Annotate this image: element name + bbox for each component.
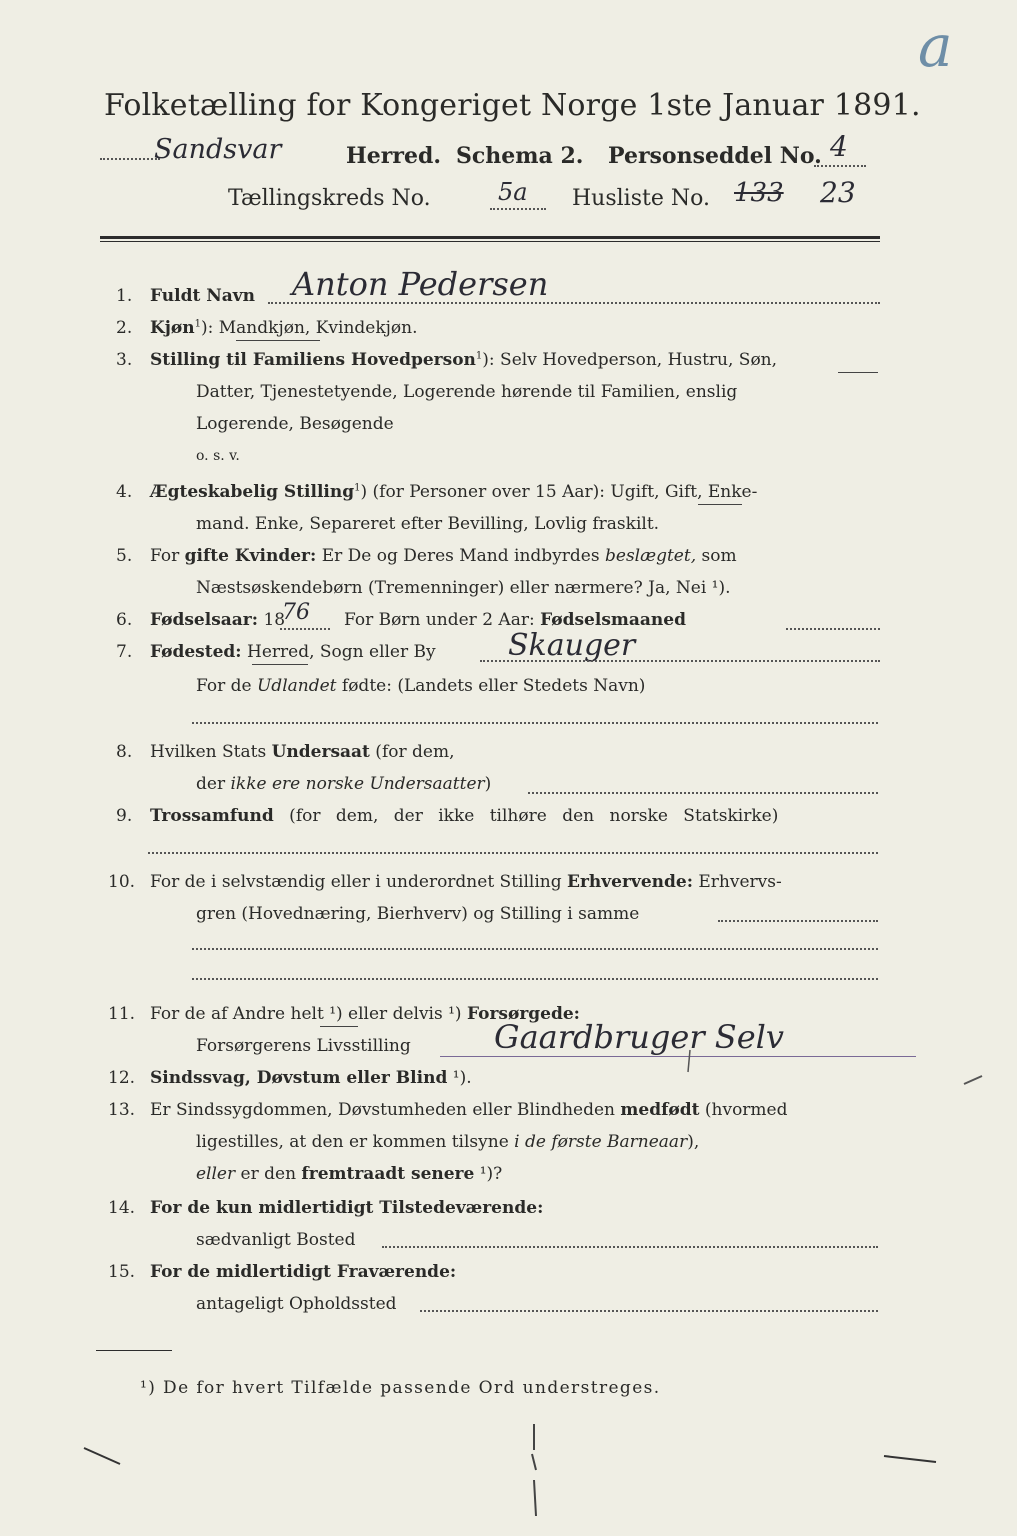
q13-line3-bold: fremtraadt senere — [301, 1164, 475, 1184]
q9-line — [150, 806, 778, 826]
q9-text: (for dem, der ikke tilhøre den norske Statskirke) — [273, 806, 779, 826]
q4-sup: 1 — [354, 482, 361, 494]
q11-line2: Forsørgerens Livsstilling — [196, 1036, 411, 1056]
q3-line1 — [150, 350, 777, 370]
q12-text: ¹). — [447, 1068, 472, 1088]
q7-line2-text: fødte: (Landets eller Stedets Navn) — [336, 676, 646, 696]
q8-prefix: Hvilken Stats — [150, 742, 272, 762]
q14-number: 14. — [108, 1198, 136, 1218]
q2-text: ): Mandkjøn, Kvindekjøn. — [201, 318, 418, 338]
q11-value-underline — [440, 1056, 916, 1057]
q6-line-b — [344, 610, 686, 630]
q7-line2-italic: Udlandet — [256, 676, 337, 696]
personseddel-label: Personseddel No. — [608, 143, 822, 169]
kreds-dotline — [490, 208, 546, 210]
herred-dotline — [100, 158, 160, 160]
herred-value: Sandsvar — [154, 134, 282, 165]
q7-number: 7. — [116, 642, 133, 662]
kreds-value: 5a — [498, 178, 528, 206]
q14-dotline — [382, 1246, 878, 1248]
q14-line2: sædvanligt Bosted — [196, 1230, 356, 1250]
herred-label: Herred. — [346, 143, 442, 169]
q7-dotline — [480, 660, 880, 662]
q4-underline-ugift — [698, 504, 742, 505]
q13-line2 — [196, 1132, 699, 1152]
q6-mid: For Børn under 2 Aar: — [344, 610, 541, 630]
q12-label: Sindssvag, Døvstum eller Blind — [150, 1068, 448, 1088]
q7-label: Fødested: — [150, 642, 242, 662]
q6-month-dotline — [786, 628, 880, 630]
q10-dotline-2 — [192, 948, 878, 950]
q3-underline-son — [838, 372, 878, 373]
q5-end: som — [696, 546, 737, 566]
q13-line2-text: ligestilles, at den er kommen tilsyne — [196, 1132, 515, 1152]
pen-mark-margin — [960, 1070, 990, 1090]
q9-number: 9. — [116, 806, 133, 826]
q5-text: Er De og Deres Mand indbyrdes — [316, 546, 605, 566]
q10-dotline-1 — [718, 920, 878, 922]
q12-line — [150, 1068, 472, 1088]
form-title: Folketælling for Kongeriget Norge 1ste Januar 1891. — [104, 88, 921, 123]
q3-sup: 1 — [475, 350, 483, 362]
q10-number: 10. — [108, 872, 136, 892]
q13-line3 — [196, 1164, 502, 1184]
husliste-value: 23 — [820, 176, 856, 209]
q2-label: Kjøn — [150, 318, 195, 338]
husliste-struck-value: 133 — [734, 178, 784, 208]
q4-line1 — [150, 482, 757, 502]
q15-number: 15. — [108, 1262, 136, 1282]
q2-underline-mandkjon — [236, 340, 320, 341]
q12-number: 12. — [108, 1068, 136, 1088]
q2-line — [150, 318, 418, 338]
q10-text: For de i selvstændig eller i underordnet Stilling — [150, 872, 568, 892]
header-rule — [100, 236, 880, 239]
q9-dotline — [148, 852, 878, 854]
q8-number: 8. — [116, 742, 133, 762]
q5-line2: Næstsøskendebørn (Tremenninger) eller nærmere? Ja, Nei ¹). — [196, 578, 731, 598]
q6-number: 6. — [116, 610, 133, 630]
q10-dotline-3 — [192, 978, 878, 980]
q3-label: Stilling til Familiens Hovedperson — [150, 350, 476, 370]
q5-number: 5. — [116, 546, 133, 566]
corner-mark: a — [918, 12, 953, 80]
q5-label: gifte Kvinder: — [184, 546, 317, 566]
q13-text-end: (hvormed — [699, 1100, 788, 1120]
q7-foreign-dotline — [192, 722, 878, 724]
footnote-rule — [96, 1350, 172, 1351]
q8-line2-end: ) — [484, 774, 492, 794]
q11-value: Gaardbruger Selv — [494, 1018, 784, 1056]
q4-label: Ægteskabelig Stilling — [150, 482, 355, 502]
q15-line2: antageligt Opholdssted — [196, 1294, 397, 1314]
q2-number: 2. — [116, 318, 133, 338]
q5-prefix: For — [150, 546, 185, 566]
q13-line2-italic: i de første Barneaar — [514, 1132, 688, 1152]
q13-label: medfødt — [620, 1100, 700, 1120]
q7-line2-prefix: For de — [196, 676, 257, 696]
q3-number: 3. — [116, 350, 133, 370]
pen-mark-right — [880, 1450, 940, 1470]
q10-label: Erhvervende: — [567, 872, 693, 892]
q13-number: 13. — [108, 1100, 136, 1120]
q11-text: For de af Andre helt ¹) eller delvis ¹) — [150, 1004, 467, 1024]
q13-line2-end: ), — [687, 1132, 700, 1152]
q7-line2 — [196, 676, 645, 696]
q8-dotline — [528, 792, 878, 794]
q8-text: (for dem, — [369, 742, 455, 762]
q9-label: Trossamfund — [150, 806, 274, 826]
q15-label: For de midlertidigt Fraværende: — [150, 1262, 457, 1282]
q10-line1 — [150, 872, 782, 892]
q6-year-value: 76 — [282, 600, 310, 625]
q8-line2-italic: ikke ere norske Undersaatter — [230, 774, 485, 794]
q6-line — [150, 610, 285, 630]
schema-label: Schema 2. — [456, 143, 584, 169]
q10-text-end: Erhvervs- — [692, 872, 782, 892]
q4-text: ) (for Personer over 15 Aar): Ugift, Gift, Enke- — [360, 482, 758, 502]
q7-value: Skauger — [508, 628, 636, 663]
q13-text: Er Sindssygdommen, Døvstumheden eller Blindheden — [150, 1100, 621, 1120]
q7-text: Herred, Sogn eller By — [241, 642, 436, 662]
q7-line1 — [150, 642, 436, 662]
personseddel-dotline — [814, 165, 866, 167]
q11-underline-helt — [320, 1026, 358, 1027]
q3-line4: o. s. v. — [196, 448, 240, 464]
q2-sup: 1 — [194, 318, 201, 330]
q14-label: For de kun midlertidigt Tilstedeværende: — [150, 1198, 544, 1218]
q1-number: 1. — [116, 286, 133, 306]
q11-label: Forsørgede: — [466, 1004, 580, 1024]
q3-line2: Datter, Tjenestetyende, Logerende hørende til Familien, enslig — [196, 382, 738, 402]
q8-line1 — [150, 742, 454, 762]
q13-line3-text: er den — [235, 1164, 302, 1184]
q3-text: ): Selv Hovedperson, Hustru, Søn, — [482, 350, 778, 370]
husliste-label: Husliste No. — [572, 186, 710, 211]
q6-label2: Fødselsmaaned — [540, 610, 686, 630]
q6-label: Fødselsaar: — [150, 610, 259, 630]
q8-line2-prefix: der — [196, 774, 231, 794]
q3-line3: Logerende, Besøgende — [196, 414, 394, 434]
q13-line1 — [150, 1100, 788, 1120]
pen-mark-center — [520, 1420, 550, 1520]
pen-mark-left — [80, 1440, 130, 1470]
q4-number: 4. — [116, 482, 133, 502]
pen-mark-q11 — [680, 1046, 700, 1076]
header-rule-thin — [100, 241, 880, 242]
q1-label: Fuldt Navn — [150, 286, 256, 306]
footnote: ¹) De for hvert Tilfælde passende Ord understreges. — [140, 1378, 661, 1398]
q7-underline-herred — [252, 664, 308, 665]
q4-line2: mand. Enke, Separeret efter Bevilling, Lovlig fraskilt. — [196, 514, 660, 534]
q13-line3-end: ¹)? — [474, 1164, 503, 1184]
q6-year-dotline — [280, 628, 330, 630]
q8-line2 — [196, 774, 491, 794]
q11-number: 11. — [108, 1004, 136, 1024]
q6-year-prefix: 18 — [258, 610, 286, 630]
kreds-label: Tællingskreds No. — [228, 186, 431, 211]
q1-dotline — [268, 302, 880, 304]
q8-label: Undersaat — [271, 742, 370, 762]
q15-dotline — [420, 1310, 878, 1312]
q5-italic: beslægtet, — [605, 546, 697, 566]
q10-line2: gren (Hovednæring, Bierhverv) og Stilling i samme — [196, 904, 640, 924]
q13-line3-italic: eller — [196, 1164, 236, 1184]
personseddel-value: 4 — [830, 130, 848, 163]
q5-line1 — [150, 546, 737, 566]
q1-value: Anton Pedersen — [292, 265, 549, 303]
